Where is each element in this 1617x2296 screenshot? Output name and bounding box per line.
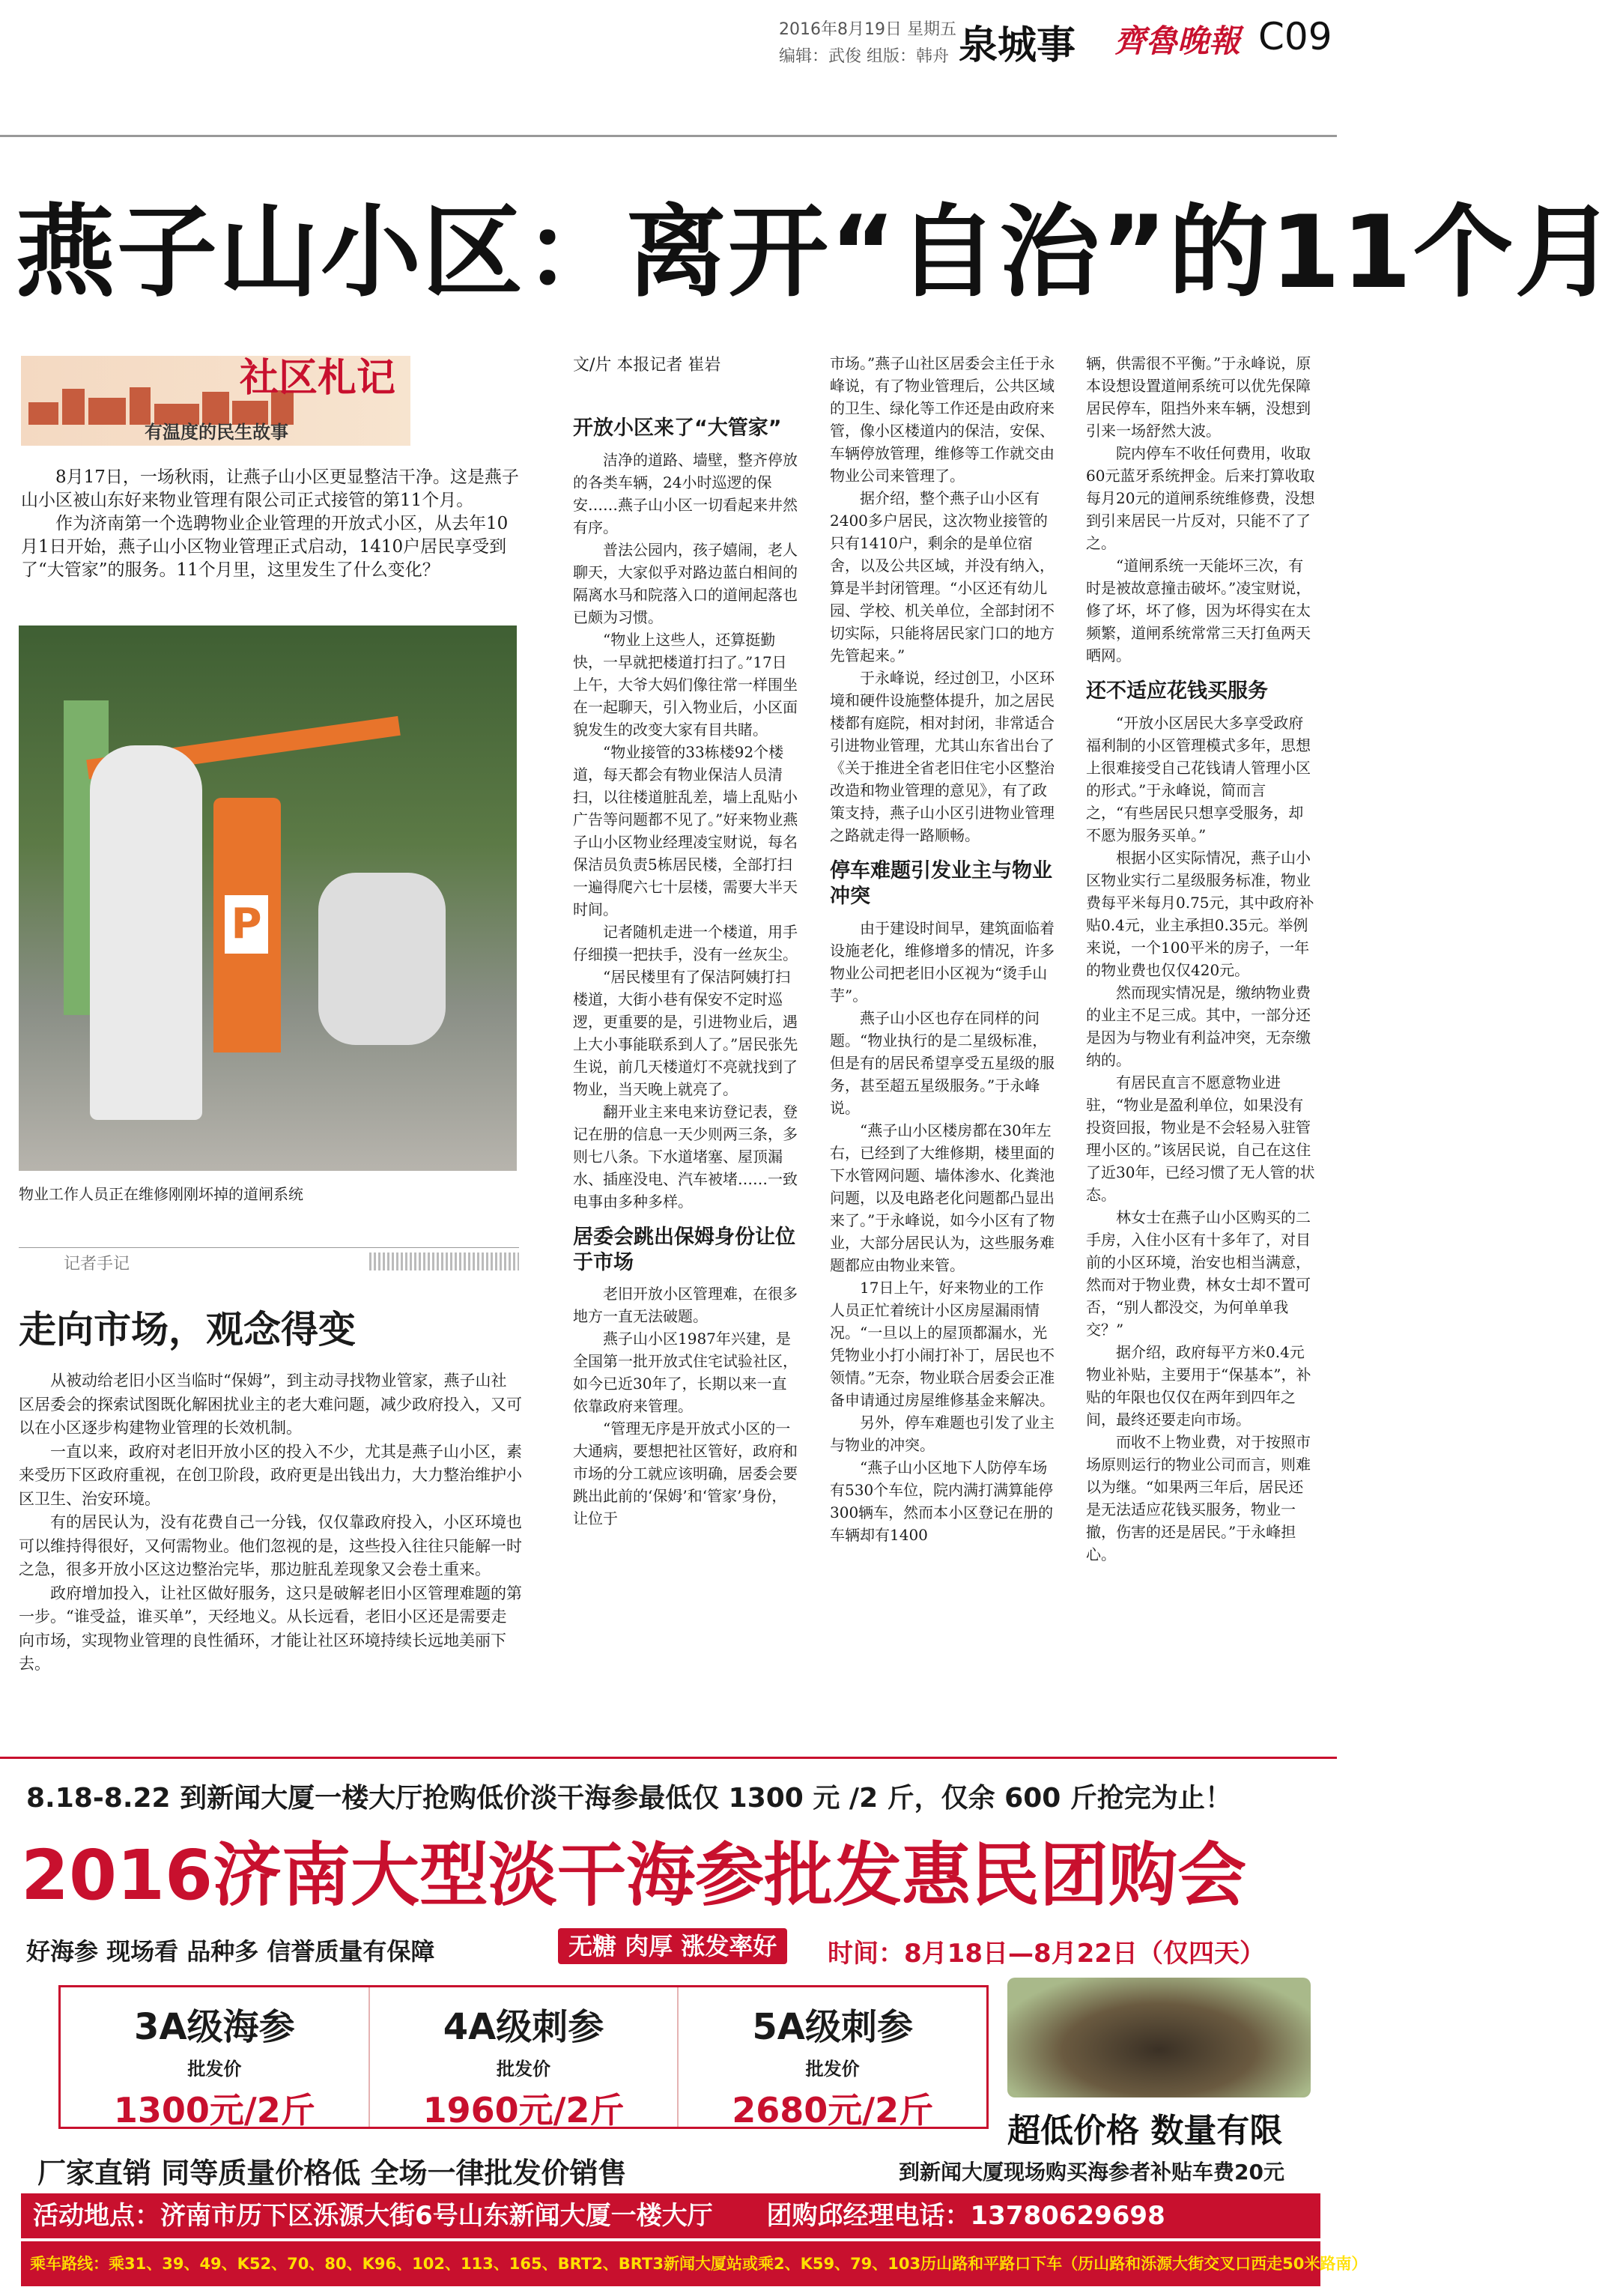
ad-title: 2016济南大型淡干海参批发惠民团购会 [21, 1835, 1247, 1915]
ad-promo-line: 8.18-8.22 到新闻大厦一楼大厅抢购低价淡干海参最低仅 1300 元 /2 斤，仅余 600 斤抢完为止！ [26, 1783, 1232, 1814]
issue-date: 2016年8月19日 星期五 [779, 20, 956, 39]
paragraph: 洁净的道路、墙壁，整齐停放的各类车辆，24小时巡逻的保安……燕子山小区一切看起来井然有序。 [573, 450, 798, 536]
paragraph: “居民楼里有了保洁阿姨打扫楼道，大街小巷有保安不定时巡逻，更重要的是，引进物业后，遇上大小事能联系到人了。”居民张先生说，前几天楼道灯不亮就找到了物业，当天晚上就亮了。 [573, 967, 798, 1098]
banner-subtitle: 有温度的民生故事 [145, 421, 288, 443]
news-photo [19, 626, 517, 1171]
paragraph: “物业上这些人，还算挺勤快，一早就把楼道打扫了。”17日上午，大爷大妈们像往常一样围坐在一起聊天，引入物业后，小区面貌发生的改变大家有目共睹。 [573, 630, 798, 739]
ad-phone: 团购邱经理电话：13780629698 [766, 2201, 1165, 2231]
ad-venue: 活动地点：济南市历下区泺源大街6号山东新闻大厦一楼大厅 [33, 2201, 713, 2231]
paragraph: 燕子山小区也存在同样的问题。“物业执行的是二星级标准，但是有的居民希望享受五星级的服务，甚至超五星级服务。”于永峰说。 [830, 1008, 1055, 1117]
lead-paragraph: 8月17日，一场秋雨，让燕子山小区更显整洁干净。这是燕子山小区被山东好来物业管理有限公司正式接管的第11个月。 [21, 467, 519, 511]
paragraph: 17日上午，好来物业的工作人员正忙着统计小区房屋漏雨情况。“一旦以上的屋顶都漏水，光凭物业小打小闹打补丁，居民也不领情。”无奈，物业联合居委会正准备申请通过房屋维修基金来解决。 [830, 1278, 1055, 1409]
ad-time: 时间：8月18日—8月22日（仅四天） [828, 1939, 1265, 1969]
banner-title: 社区札记 [239, 356, 395, 401]
paragraph: 市场。”燕子山社区居委会主任于永峰说，有了物业管理后，公共区域的卫生、绿化等工作还是由政府来管，像小区楼道内的保洁，安保、车辆停放管理，维修等工作就交由物业公司来管理了。 [830, 354, 1055, 485]
price-label: 批发价 [805, 2059, 860, 2080]
paragraph: “燕子山小区地下人防停车场有530个车位，院内满打满算能停300辆车，然而本小区登记在册的车辆却有1400 [830, 1458, 1054, 1544]
note-paragraph: 有的居民认为，没有花费自己一分钱，仅仅靠政府投入，小区环境也可以维持得很好，又何需物业。他们忽视的是，这些投入往往只能解一时之急，很多开放小区这边整治完毕，那边脏乱差现象又会卷土重来。 [19, 1513, 522, 1578]
ad-subsidy-note: 到新闻大厦现场购买海参者补贴车费20元 [899, 2160, 1284, 2184]
ad-bus-route: 乘车路线：乘31、39、49、K52、70、80、K96、102、113、165、BRT2、BRT3新闻大厦站或乘2、K59、79、103历山路和平路口下车（历山路和泺源大街交叉口西走50米路南） [21, 2241, 1320, 2286]
paragraph: 据介绍，整个燕子山小区有2400多户居民，这次物业接管的只有1410户，剩余的是单位宿舍，以及公共区域，并没有纳入，算是半封闭管理。“小区还有幼儿园、学校、机关单位，全部封闭不切实际，只能将居民家门口的地方先管起来。” [830, 489, 1055, 664]
product-price: 1960元/2斤 [422, 2090, 625, 2130]
paragraph: 林女士在燕子山小区购买的二手房，入住小区有十多年了，对目前的小区环境，治安也相当满意，然而对于物业费，林女士却不置可否，“别人都没交，为何单单我交？” [1086, 1208, 1311, 1339]
paragraph: 由于建设时间早，建筑面临着设施老化，维修增多的情况，许多物业公司把老旧小区视为“烫手山芋”。 [830, 918, 1055, 1005]
product-price: 1300元/2斤 [113, 2090, 315, 2130]
section-name: 泉城事 [959, 23, 1076, 68]
worker-figure [90, 745, 202, 1120]
ad-limited-badge: 超低价格 数量有限 [1007, 2112, 1283, 2150]
product-price: 2680元/2斤 [732, 2090, 934, 2130]
product-grade: 5A级刺参 [752, 2006, 913, 2048]
price-table [58, 1985, 989, 2129]
headline: 燕子山小区：离开“自治”的11个月 [15, 194, 1617, 311]
note-body [19, 1369, 522, 1676]
paragraph: 另外，停车难题也引发了业主与物业的冲突。 [830, 1413, 1055, 1454]
note-paragraph: 一直以来，政府对老旧开放小区的投入不少，尤其是燕子山小区，素来受历下区政府重视，在创卫阶段，政府更是出钱出力，大力整治维护小区卫生、治安环境。 [19, 1442, 522, 1508]
paragraph: 老旧开放小区管理难，在很多地方一直无法破题。 [573, 1285, 798, 1326]
product-grade: 3A级海参 [134, 2006, 295, 2048]
paragraph: “管理无序是开放式小区的一大通病，要想把社区管好，政府和市场的分工就应该明确，居委会要跳出此前的‘保姆’和‘管家’身份，让位于 [573, 1420, 798, 1528]
ad-feature-badge: 无糖 肉厚 涨发率好 [558, 1928, 787, 1964]
editor-credit: 编辑：武俊 组版：韩舟 [779, 47, 949, 66]
article-column-2 [573, 416, 801, 1530]
lead-paragraphs [21, 466, 524, 582]
paragraph: 辆，供需很不平衡。”于永峰说，原本设想设置道闸系统可以优先保障居民停车，阻挡外来车辆，没想到引来一场舒然大波。 [1086, 354, 1311, 440]
subheading: 停车难题引发业主与物业冲突 [830, 859, 1052, 908]
price-item [679, 1987, 986, 2130]
note-paragraph: 政府增加投入，让社区做好服务，这只是破解老旧小区管理难题的第一步。“谁受益，谁买单”，天经地义。从长远看，老旧小区还是需要走向市场，实现物业管理的良性循环，才能让社区环境持续长远地美丽下去。 [19, 1584, 522, 1673]
paragraph: “燕子山小区楼房都在30年左右，已经到了大维修期，楼里面的下水管网问题、墙体渗水、化粪池问题，以及电路老化问题都凸显出来了。”于永峰说，如今小区有了物业，大部分居民认为，这些服务难题都应由物业来管。 [830, 1121, 1055, 1274]
column-banner [21, 356, 410, 446]
paragraph: 根据小区实际情况，燕子山小区物业实行二星级服务标准，物业费每平米每月0.75元，其中政府补贴0.4元，业主承担0.35元。举例来说，一个100平米的房子，一年的物业费也仅仅420元。 [1086, 848, 1314, 979]
ad-venue-bar [21, 2193, 1320, 2238]
paragraph: 燕子山小区1987年兴建，是全国第一批开放式住宅试验社区，如今已近30年了，长期以来一直依靠政府来管理。 [573, 1330, 798, 1416]
lead-paragraph: 作为济南第一个选聘物业企业管理的开放式小区，从去年10月1日开始，燕子山小区物业管理正式启动，1410户居民享受到了“大管家”的服务。11个月里，这里发生了什么变化？ [21, 514, 509, 581]
paragraph: 翻开业主来电来访登记表，登记在册的信息一天少则两三条，多则七八条。下水道堵塞、屋顶漏水、插座没电、汽车被堵……一致电事由多种多样。 [573, 1102, 798, 1211]
paragraph: 据介绍，政府每平方米0.4元物业补贴，主要用于“保基本”，补贴的年限也仅仅在两年到四年之间，最终还要走向市场。 [1086, 1342, 1311, 1429]
paragraph: “开放小区居民大多享受政府福利制的小区管理模式多年，思想上很难接受自己花钱请人管理小区的形式。”于永峰说，简而言之，“有些居民只想享受服务，却不愿为服务买单。” [1086, 713, 1311, 844]
header-divider [0, 135, 1337, 137]
byline: 文/片 本报记者 崔岩 [573, 356, 721, 375]
price-label: 批发价 [187, 2059, 242, 2080]
photo-caption: 物业工作人员正在维修刚刚坏掉的道闸系统 [19, 1185, 303, 1203]
price-item [61, 1987, 370, 2130]
note-label: 记者手记 [64, 1255, 130, 1273]
note-paragraph: 从被动给老旧小区当临时“保姆”，到主动寻找物业管家，燕子山社区居委会的探索试图既化解困扰业主的老大难问题，减少政府投入，又可以在小区逐步构建物业管理的长效机制。 [19, 1372, 522, 1437]
page-number: C09 [1258, 15, 1332, 58]
article-column-4 [1086, 352, 1318, 1566]
price-label: 批发价 [497, 2059, 550, 2080]
paragraph: “道闸系统一天能坏三次，有时是被故意撞击破坏。”凌宝财说，修了坏，坏了修，因为坏得实在太频繁，道闸系统常常三天打鱼两天晒网。 [1086, 557, 1311, 664]
paragraph: 有居民直言不愿意物业进驻，“物业是盈利单位，如果没有投资回报，物业是不会轻易入驻管理小区的。”该居民说，自己在这住了近30年，已经习惯了无人管的状态。 [1086, 1073, 1315, 1204]
ad-sales-line: 厂家直销 同等质量价格低 全场一律批发价销售 [37, 2157, 627, 2190]
paragraph: 然而现实情况是，缴纳物业费的业主不足三成。其中，一部分还是因为与物业有利益冲突，无奈缴纳的。 [1086, 983, 1311, 1069]
paragraph: 院内停车不收任何费用，收取60元蓝牙系统押金。后来打算收取每月20元的道闸系统维修费，没想到引来居民一片反对，只能不了了之。 [1086, 444, 1315, 552]
paragraph: “物业接管的33栋楼92个楼道，每天都会有物业保洁人员清扫，以往楼道脏乱差，墙上乱贴小广告等问题都不见了。”好来物业燕子山小区物业经理凌宝财说，每名保洁员负责5栋居民楼，全部打扫一遍得爬六七十层楼，需要大半天时间。 [573, 742, 798, 918]
parking-sign-icon: P [225, 895, 268, 954]
article-column-3 [830, 352, 1058, 1546]
note-title: 走向市场，观念得变 [19, 1308, 356, 1351]
worker-figure [318, 873, 446, 1045]
paragraph: 普法公园内，孩子嬉闹，老人聊天，大家似乎对路边蓝白相间的隔离水马和院落入口的道闸起落也已颇为习惯。 [573, 540, 798, 626]
subheading: 开放小区来了“大管家” [573, 417, 782, 440]
paragraph: 于永峰说，经过创卫，小区环境和硬件设施整体提升，加之居民楼都有庭院，相对封闭，非常适合引进物业管理，尤其山东省出台了《关于推进全省老旧住宅小区整治改造和物业管理的意见》，有了政策支持，燕子山小区引进物业管理之路就走得一路顺畅。 [830, 669, 1055, 844]
product-grade: 4A级刺参 [443, 2006, 604, 2048]
subheading: 还不适应花钱买服务 [1086, 679, 1268, 703]
newspaper-logo: 齊魯晚報 [1114, 22, 1241, 59]
ad-slogan: 好海参 现场看 品种多 信誉质量有保障 [26, 1937, 435, 1966]
paragraph: 而收不上物业费，对于按照市场原则运行的物业公司而言，则难以为继。“如果两三年后，居民还是无法适应花钱买服务，物业一撤，伤害的还是居民。”于永峰担心。 [1086, 1432, 1311, 1563]
sea-cucumber-image [1007, 1978, 1311, 2097]
price-item [370, 1987, 679, 2130]
subheading: 居委会跳出保姆身份让位于市场 [573, 1225, 795, 1274]
paragraph: 记者随机走进一个楼道，用手仔细摸一把扶手，没有一丝灰尘。 [573, 922, 798, 963]
